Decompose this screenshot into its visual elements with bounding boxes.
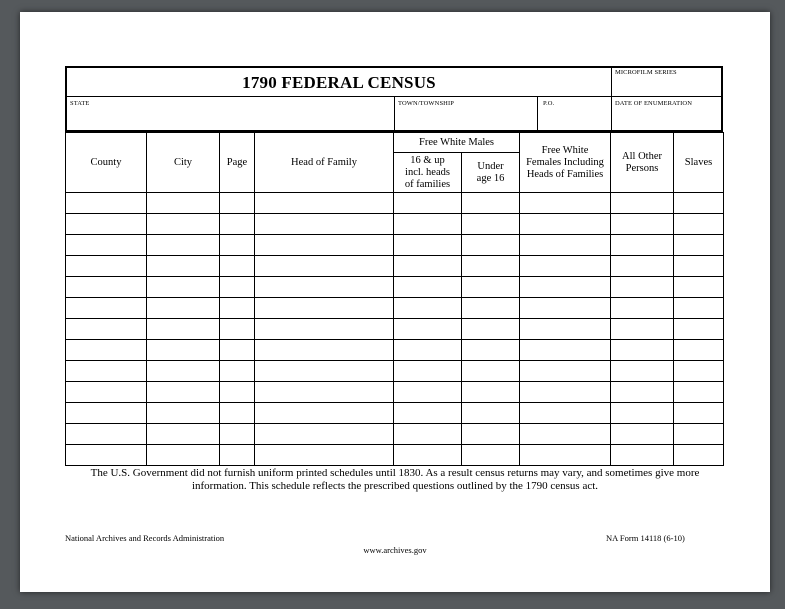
free-white-females-cell[interactable]: [520, 298, 611, 319]
free-white-females-cell[interactable]: [520, 214, 611, 235]
city-column-header: City: [147, 133, 220, 193]
county-cell[interactable]: [66, 319, 147, 340]
slaves-cell[interactable]: [674, 382, 724, 403]
table-row: [66, 256, 724, 277]
all-other-persons-cell[interactable]: [611, 382, 674, 403]
page-cell[interactable]: [220, 235, 255, 256]
city-cell[interactable]: [147, 298, 220, 319]
city-cell[interactable]: [147, 193, 220, 214]
head-of-family-cell[interactable]: [255, 298, 394, 319]
males-under-16-cell[interactable]: [462, 235, 520, 256]
free-white-females-cell[interactable]: [520, 361, 611, 382]
form-header-block: [65, 66, 723, 132]
census-table: [65, 132, 724, 466]
table-row: [66, 193, 724, 214]
all-other-persons-cell[interactable]: [611, 424, 674, 445]
po-field[interactable]: P.O.: [543, 100, 555, 107]
schedule-note: The U.S. Government did not furnish uniform printed schedules until 1830. As a result census returns may vary, and sometimes give more information. This schedule reflects the prescribed questions outlined by the 1790 census act.: [90, 467, 700, 492]
all-other-persons-cell[interactable]: [611, 193, 674, 214]
town-township-field[interactable]: TOWN/TOWNSHIP: [398, 100, 454, 107]
males-16-up-cell[interactable]: [394, 298, 462, 319]
page-cell[interactable]: [220, 361, 255, 382]
males-16-up-cell[interactable]: [394, 214, 462, 235]
all-other-persons-cell[interactable]: [611, 403, 674, 424]
city-cell[interactable]: [147, 319, 220, 340]
slaves-cell[interactable]: [674, 340, 724, 361]
head-of-family-cell[interactable]: [255, 235, 394, 256]
all-other-persons-cell[interactable]: [611, 277, 674, 298]
head-of-family-cell[interactable]: [255, 277, 394, 298]
page-cell[interactable]: [220, 403, 255, 424]
city-cell[interactable]: [147, 277, 220, 298]
slaves-cell[interactable]: [674, 277, 724, 298]
page-cell[interactable]: [220, 298, 255, 319]
free-white-females-cell[interactable]: [520, 382, 611, 403]
county-cell[interactable]: [66, 382, 147, 403]
slaves-cell[interactable]: [674, 403, 724, 424]
free-white-females-cell[interactable]: [520, 193, 611, 214]
males-under-16-cell[interactable]: [462, 256, 520, 277]
table-row: [66, 361, 724, 382]
page-cell[interactable]: [220, 424, 255, 445]
males-under-16-cell[interactable]: [462, 361, 520, 382]
males-16-up-cell[interactable]: [394, 361, 462, 382]
males-16-up-cell[interactable]: [394, 424, 462, 445]
county-cell[interactable]: [66, 256, 147, 277]
county-cell[interactable]: [66, 193, 147, 214]
table-row: [66, 277, 724, 298]
free-white-females-cell[interactable]: [520, 256, 611, 277]
state-field[interactable]: STATE: [70, 100, 90, 107]
slaves-cell[interactable]: [674, 424, 724, 445]
free-white-females-cell[interactable]: [520, 235, 611, 256]
county-cell[interactable]: [66, 298, 147, 319]
males-16-up-column-header: 16 & up incl. heads of families: [394, 153, 462, 193]
slaves-cell[interactable]: [674, 298, 724, 319]
males-under-16-cell[interactable]: [462, 340, 520, 361]
county-cell[interactable]: [66, 340, 147, 361]
table-row: [66, 319, 724, 340]
table-row: [66, 403, 724, 424]
city-cell[interactable]: [147, 424, 220, 445]
males-under-16-column-header: Under age 16: [462, 153, 520, 193]
head-of-family-cell[interactable]: [255, 256, 394, 277]
males-under-16-cell[interactable]: [462, 424, 520, 445]
head-of-family-cell[interactable]: [255, 319, 394, 340]
page-cell[interactable]: [220, 340, 255, 361]
head-of-family-cell[interactable]: [255, 340, 394, 361]
males-under-16-cell[interactable]: [462, 298, 520, 319]
date-of-enumeration-field[interactable]: DATE OF ENUMERATION: [615, 100, 693, 107]
slaves-cell[interactable]: [674, 319, 724, 340]
table-row: [66, 424, 724, 445]
page-column-header: Page: [220, 133, 255, 193]
city-cell[interactable]: [147, 256, 220, 277]
all-other-persons-column-header: All Other Persons: [611, 133, 674, 193]
free-white-females-cell[interactable]: [520, 319, 611, 340]
males-16-up-cell[interactable]: [394, 445, 462, 466]
head-of-family-cell[interactable]: [255, 382, 394, 403]
slaves-cell[interactable]: [674, 256, 724, 277]
city-cell[interactable]: [147, 361, 220, 382]
males-16-up-cell[interactable]: [394, 340, 462, 361]
males-under-16-cell[interactable]: [462, 382, 520, 403]
county-cell[interactable]: [66, 403, 147, 424]
page-cell[interactable]: [220, 445, 255, 466]
all-other-persons-cell[interactable]: [611, 445, 674, 466]
city-cell[interactable]: [147, 340, 220, 361]
table-row: [66, 298, 724, 319]
census-table-body: [66, 193, 724, 466]
all-other-persons-cell[interactable]: [611, 340, 674, 361]
page-cell[interactable]: [220, 277, 255, 298]
page-cell[interactable]: [220, 382, 255, 403]
table-row: [66, 214, 724, 235]
form-title: 1790 FEDERAL CENSUS: [242, 73, 436, 92]
free-white-males-header: Free White Males: [394, 133, 520, 153]
agency-name: National Archives and Records Administration: [65, 533, 225, 543]
free-white-females-cell[interactable]: [520, 424, 611, 445]
city-cell[interactable]: [147, 235, 220, 256]
census-form-page: [20, 12, 770, 592]
table-row: [66, 235, 724, 256]
males-under-16-cell[interactable]: [462, 277, 520, 298]
head-of-family-cell[interactable]: [255, 361, 394, 382]
males-16-up-cell[interactable]: [394, 235, 462, 256]
county-cell[interactable]: [66, 277, 147, 298]
head-of-family-cell[interactable]: [255, 424, 394, 445]
males-under-16-cell[interactable]: [462, 193, 520, 214]
county-cell[interactable]: [66, 214, 147, 235]
males-under-16-cell[interactable]: [462, 403, 520, 424]
males-16-up-cell[interactable]: [394, 403, 462, 424]
page-cell[interactable]: [220, 319, 255, 340]
males-under-16-cell[interactable]: [462, 445, 520, 466]
head-of-family-column-header: Head of Family: [255, 133, 394, 193]
slaves-cell[interactable]: [674, 445, 724, 466]
city-cell[interactable]: [147, 445, 220, 466]
slaves-cell[interactable]: [674, 193, 724, 214]
county-cell[interactable]: [66, 424, 147, 445]
males-under-16-cell[interactable]: [462, 319, 520, 340]
free-white-females-cell[interactable]: [520, 277, 611, 298]
males-16-up-cell[interactable]: [394, 193, 462, 214]
males-16-up-cell[interactable]: [394, 319, 462, 340]
males-16-up-cell[interactable]: [394, 382, 462, 403]
county-column-header: County: [66, 133, 147, 193]
slaves-cell[interactable]: [674, 235, 724, 256]
city-cell[interactable]: [147, 214, 220, 235]
form-number: NA Form 14118 (6-10): [606, 533, 685, 543]
head-of-family-cell[interactable]: [255, 445, 394, 466]
page-cell[interactable]: [220, 193, 255, 214]
all-other-persons-cell[interactable]: [611, 298, 674, 319]
header-divider: [537, 96, 538, 130]
city-cell[interactable]: [147, 403, 220, 424]
microfilm-series-field[interactable]: MICROFILM SERIES: [615, 69, 677, 76]
county-cell[interactable]: [66, 235, 147, 256]
head-of-family-cell[interactable]: [255, 193, 394, 214]
males-16-up-cell[interactable]: [394, 256, 462, 277]
free-white-females-cell[interactable]: [520, 403, 611, 424]
city-cell[interactable]: [147, 382, 220, 403]
website-link[interactable]: www.archives.gov: [363, 545, 427, 555]
header-divider: [394, 96, 395, 130]
all-other-persons-cell[interactable]: [611, 256, 674, 277]
slaves-cell[interactable]: [674, 214, 724, 235]
all-other-persons-cell[interactable]: [611, 319, 674, 340]
free-white-females-cell[interactable]: [520, 445, 611, 466]
all-other-persons-cell[interactable]: [611, 214, 674, 235]
males-under-16-cell[interactable]: [462, 214, 520, 235]
slaves-column-header: Slaves: [674, 133, 724, 193]
free-white-females-column-header: Free White Females Including Heads of Families: [520, 133, 611, 193]
header-divider: [611, 68, 612, 130]
page-cell[interactable]: [220, 214, 255, 235]
head-of-family-cell[interactable]: [255, 403, 394, 424]
county-cell[interactable]: [66, 445, 147, 466]
head-of-family-cell[interactable]: [255, 214, 394, 235]
page-cell[interactable]: [220, 256, 255, 277]
all-other-persons-cell[interactable]: [611, 235, 674, 256]
table-row: [66, 340, 724, 361]
free-white-females-cell[interactable]: [520, 340, 611, 361]
males-16-up-cell[interactable]: [394, 277, 462, 298]
slaves-cell[interactable]: [674, 361, 724, 382]
table-row: [66, 445, 724, 466]
all-other-persons-cell[interactable]: [611, 361, 674, 382]
county-cell[interactable]: [66, 361, 147, 382]
table-row: [66, 382, 724, 403]
